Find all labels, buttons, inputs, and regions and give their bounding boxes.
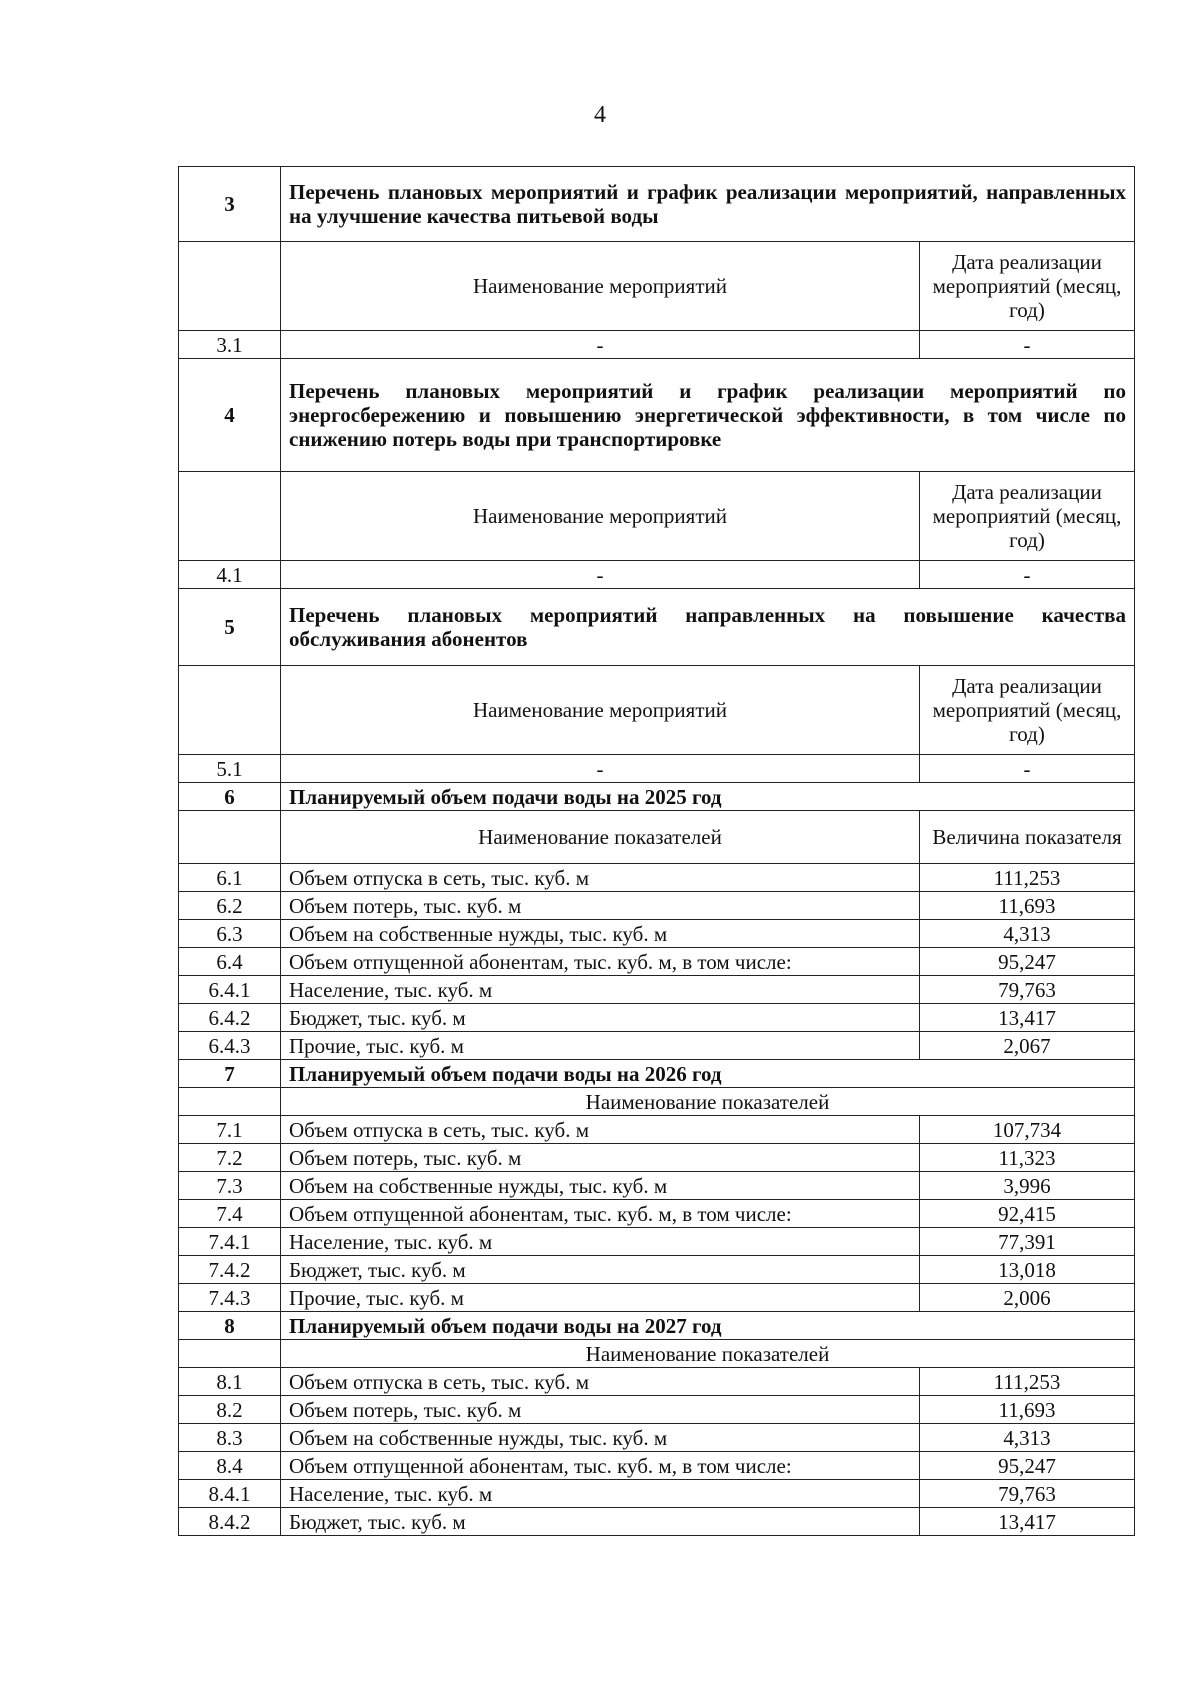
row-name: Объем отпущенной абонентам, тыс. куб. м, в том числе: — [281, 1200, 920, 1228]
row-name: Население, тыс. куб. м — [281, 1228, 920, 1256]
table-row — [179, 1032, 1135, 1060]
row-name: Объем отпуска в сеть, тыс. куб. м — [281, 1368, 920, 1396]
row-number: 7.4.3 — [179, 1284, 281, 1312]
row-value: 2,067 — [919, 1032, 1134, 1060]
section-title: Планируемый объем подачи воды на 2026 год — [281, 1060, 1135, 1088]
table-row — [179, 976, 1135, 1004]
row-name: - — [281, 561, 920, 589]
column-header-row — [179, 1340, 1135, 1368]
row-number: 7.4 — [179, 1200, 281, 1228]
row-value: 95,247 — [919, 948, 1134, 976]
section-title: Перечень плановых мероприятий направленных на повышение качества обслуживания абонентов — [281, 589, 1135, 666]
row-value: 2,006 — [919, 1284, 1134, 1312]
row-value: 13,417 — [919, 1508, 1134, 1536]
table-row — [179, 920, 1135, 948]
section-number: 4 — [179, 359, 281, 472]
table-row — [179, 1200, 1135, 1228]
table-row — [179, 1284, 1135, 1312]
section-8-header — [179, 1312, 1135, 1340]
row-name: Объем отпущенной абонентам, тыс. куб. м, в том числе: — [281, 948, 920, 976]
section-7-header — [179, 1060, 1135, 1088]
column-header-row — [179, 472, 1135, 561]
row-date: - — [919, 755, 1134, 783]
column-header-row — [179, 242, 1135, 331]
row-name: Объем на собственные нужды, тыс. куб. м — [281, 920, 920, 948]
row-number: 6.3 — [179, 920, 281, 948]
plan-table — [178, 166, 1135, 1536]
row-value: 11,693 — [919, 892, 1134, 920]
section-title: Перечень плановых мероприятий и график реализации мероприятий, направленных на улучшение качества питьевой воды — [281, 167, 1135, 242]
row-name: Бюджет, тыс. куб. м — [281, 1256, 920, 1284]
row-value: 13,018 — [919, 1256, 1134, 1284]
row-number: 7.4.1 — [179, 1228, 281, 1256]
section-title: Планируемый объем подачи воды на 2025 год — [281, 783, 1135, 811]
row-name: Прочие, тыс. куб. м — [281, 1032, 920, 1060]
row-name: Прочие, тыс. куб. м — [281, 1284, 920, 1312]
column-header-name: Наименование показателей — [281, 1340, 1135, 1368]
row-name: Объем потерь, тыс. куб. м — [281, 1144, 920, 1172]
row-number: 7.1 — [179, 1116, 281, 1144]
row-value: 92,415 — [919, 1200, 1134, 1228]
table-row — [179, 331, 1135, 359]
row-name: - — [281, 755, 920, 783]
table-row — [179, 1004, 1135, 1032]
table-row — [179, 892, 1135, 920]
table-row — [179, 1116, 1135, 1144]
row-number: 8.4 — [179, 1452, 281, 1480]
section-5-header — [179, 589, 1135, 666]
row-number: 4.1 — [179, 561, 281, 589]
column-header-row — [179, 666, 1135, 755]
column-header-name: Наименование мероприятий — [281, 242, 920, 331]
row-value: 77,391 — [919, 1228, 1134, 1256]
section-title: Планируемый объем подачи воды на 2027 год — [281, 1312, 1135, 1340]
row-name: Объем потерь, тыс. куб. м — [281, 1396, 920, 1424]
section-title: Перечень плановых мероприятий и график реализации мероприятий по энергосбережению и повышению энергетической эффективности, в том числе по снижению потерь воды при транспортировке — [281, 359, 1135, 472]
row-name: Объем отпущенной абонентам, тыс. куб. м, в том числе: — [281, 1452, 920, 1480]
row-value: 95,247 — [919, 1452, 1134, 1480]
row-number: 3.1 — [179, 331, 281, 359]
section-number: 6 — [179, 783, 281, 811]
row-number: 6.4.1 — [179, 976, 281, 1004]
row-date: - — [919, 331, 1134, 359]
empty-cell — [179, 1088, 281, 1116]
empty-cell — [179, 666, 281, 755]
row-value: 111,253 — [919, 864, 1134, 892]
page-number: 4 — [594, 102, 606, 128]
column-header-name: Наименование показателей — [281, 1088, 1135, 1116]
table-row — [179, 561, 1135, 589]
row-value: 4,313 — [919, 1424, 1134, 1452]
row-number: 6.4.2 — [179, 1004, 281, 1032]
section-number: 3 — [179, 167, 281, 242]
row-number: 6.4 — [179, 948, 281, 976]
table-row — [179, 1452, 1135, 1480]
empty-cell — [179, 811, 281, 864]
row-name: Бюджет, тыс. куб. м — [281, 1508, 920, 1536]
table-row — [179, 1508, 1135, 1536]
row-value: 4,313 — [919, 920, 1134, 948]
section-number: 7 — [179, 1060, 281, 1088]
row-name: - — [281, 331, 920, 359]
section-6-header — [179, 783, 1135, 811]
row-number: 8.2 — [179, 1396, 281, 1424]
row-number: 5.1 — [179, 755, 281, 783]
row-value: 3,996 — [919, 1172, 1134, 1200]
row-name: Объем на собственные нужды, тыс. куб. м — [281, 1424, 920, 1452]
column-header-date: Дата реализации мероприятий (месяц, год) — [919, 472, 1134, 561]
row-value: 13,417 — [919, 1004, 1134, 1032]
row-number: 7.4.2 — [179, 1256, 281, 1284]
row-value: 79,763 — [919, 976, 1134, 1004]
column-header-name: Наименование мероприятий — [281, 472, 920, 561]
row-number: 8.1 — [179, 1368, 281, 1396]
table-row — [179, 1480, 1135, 1508]
table-row — [179, 1172, 1135, 1200]
empty-cell — [179, 472, 281, 561]
row-number: 8.4.2 — [179, 1508, 281, 1536]
row-number: 7.2 — [179, 1144, 281, 1172]
column-header-row — [179, 811, 1135, 864]
row-number: 8.4.1 — [179, 1480, 281, 1508]
row-number: 7.3 — [179, 1172, 281, 1200]
row-number: 6.2 — [179, 892, 281, 920]
row-name: Объем на собственные нужды, тыс. куб. м — [281, 1172, 920, 1200]
table-row — [179, 755, 1135, 783]
row-value: 11,323 — [919, 1144, 1134, 1172]
row-name: Население, тыс. куб. м — [281, 976, 920, 1004]
table-row — [179, 1144, 1135, 1172]
section-4-header — [179, 359, 1135, 472]
column-header-row — [179, 1088, 1135, 1116]
row-number: 6.4.3 — [179, 1032, 281, 1060]
empty-cell — [179, 242, 281, 331]
row-number: 8.3 — [179, 1424, 281, 1452]
row-value: 79,763 — [919, 1480, 1134, 1508]
row-name: Объем потерь, тыс. куб. м — [281, 892, 920, 920]
table-row — [179, 864, 1135, 892]
table-row — [179, 1368, 1135, 1396]
section-3-header — [179, 167, 1135, 242]
table-row — [179, 1424, 1135, 1452]
row-number: 6.1 — [179, 864, 281, 892]
row-value: 107,734 — [919, 1116, 1134, 1144]
row-name: Объем отпуска в сеть, тыс. куб. м — [281, 1116, 920, 1144]
table-row — [179, 1256, 1135, 1284]
row-date: - — [919, 561, 1134, 589]
section-number: 5 — [179, 589, 281, 666]
column-header-name: Наименование мероприятий — [281, 666, 920, 755]
table-row — [179, 948, 1135, 976]
column-header-date: Дата реализации мероприятий (месяц, год) — [919, 666, 1134, 755]
row-value: 11,693 — [919, 1396, 1134, 1424]
row-name: Бюджет, тыс. куб. м — [281, 1004, 920, 1032]
column-header-name: Наименование показателей — [281, 811, 920, 864]
empty-cell — [179, 1340, 281, 1368]
column-header-date: Дата реализации мероприятий (месяц, год) — [919, 242, 1134, 331]
row-name: Население, тыс. куб. м — [281, 1480, 920, 1508]
section-number: 8 — [179, 1312, 281, 1340]
table-row — [179, 1396, 1135, 1424]
row-name: Объем отпуска в сеть, тыс. куб. м — [281, 864, 920, 892]
table-row — [179, 1228, 1135, 1256]
row-value: 111,253 — [919, 1368, 1134, 1396]
column-header-value: Величина показателя — [919, 811, 1134, 864]
